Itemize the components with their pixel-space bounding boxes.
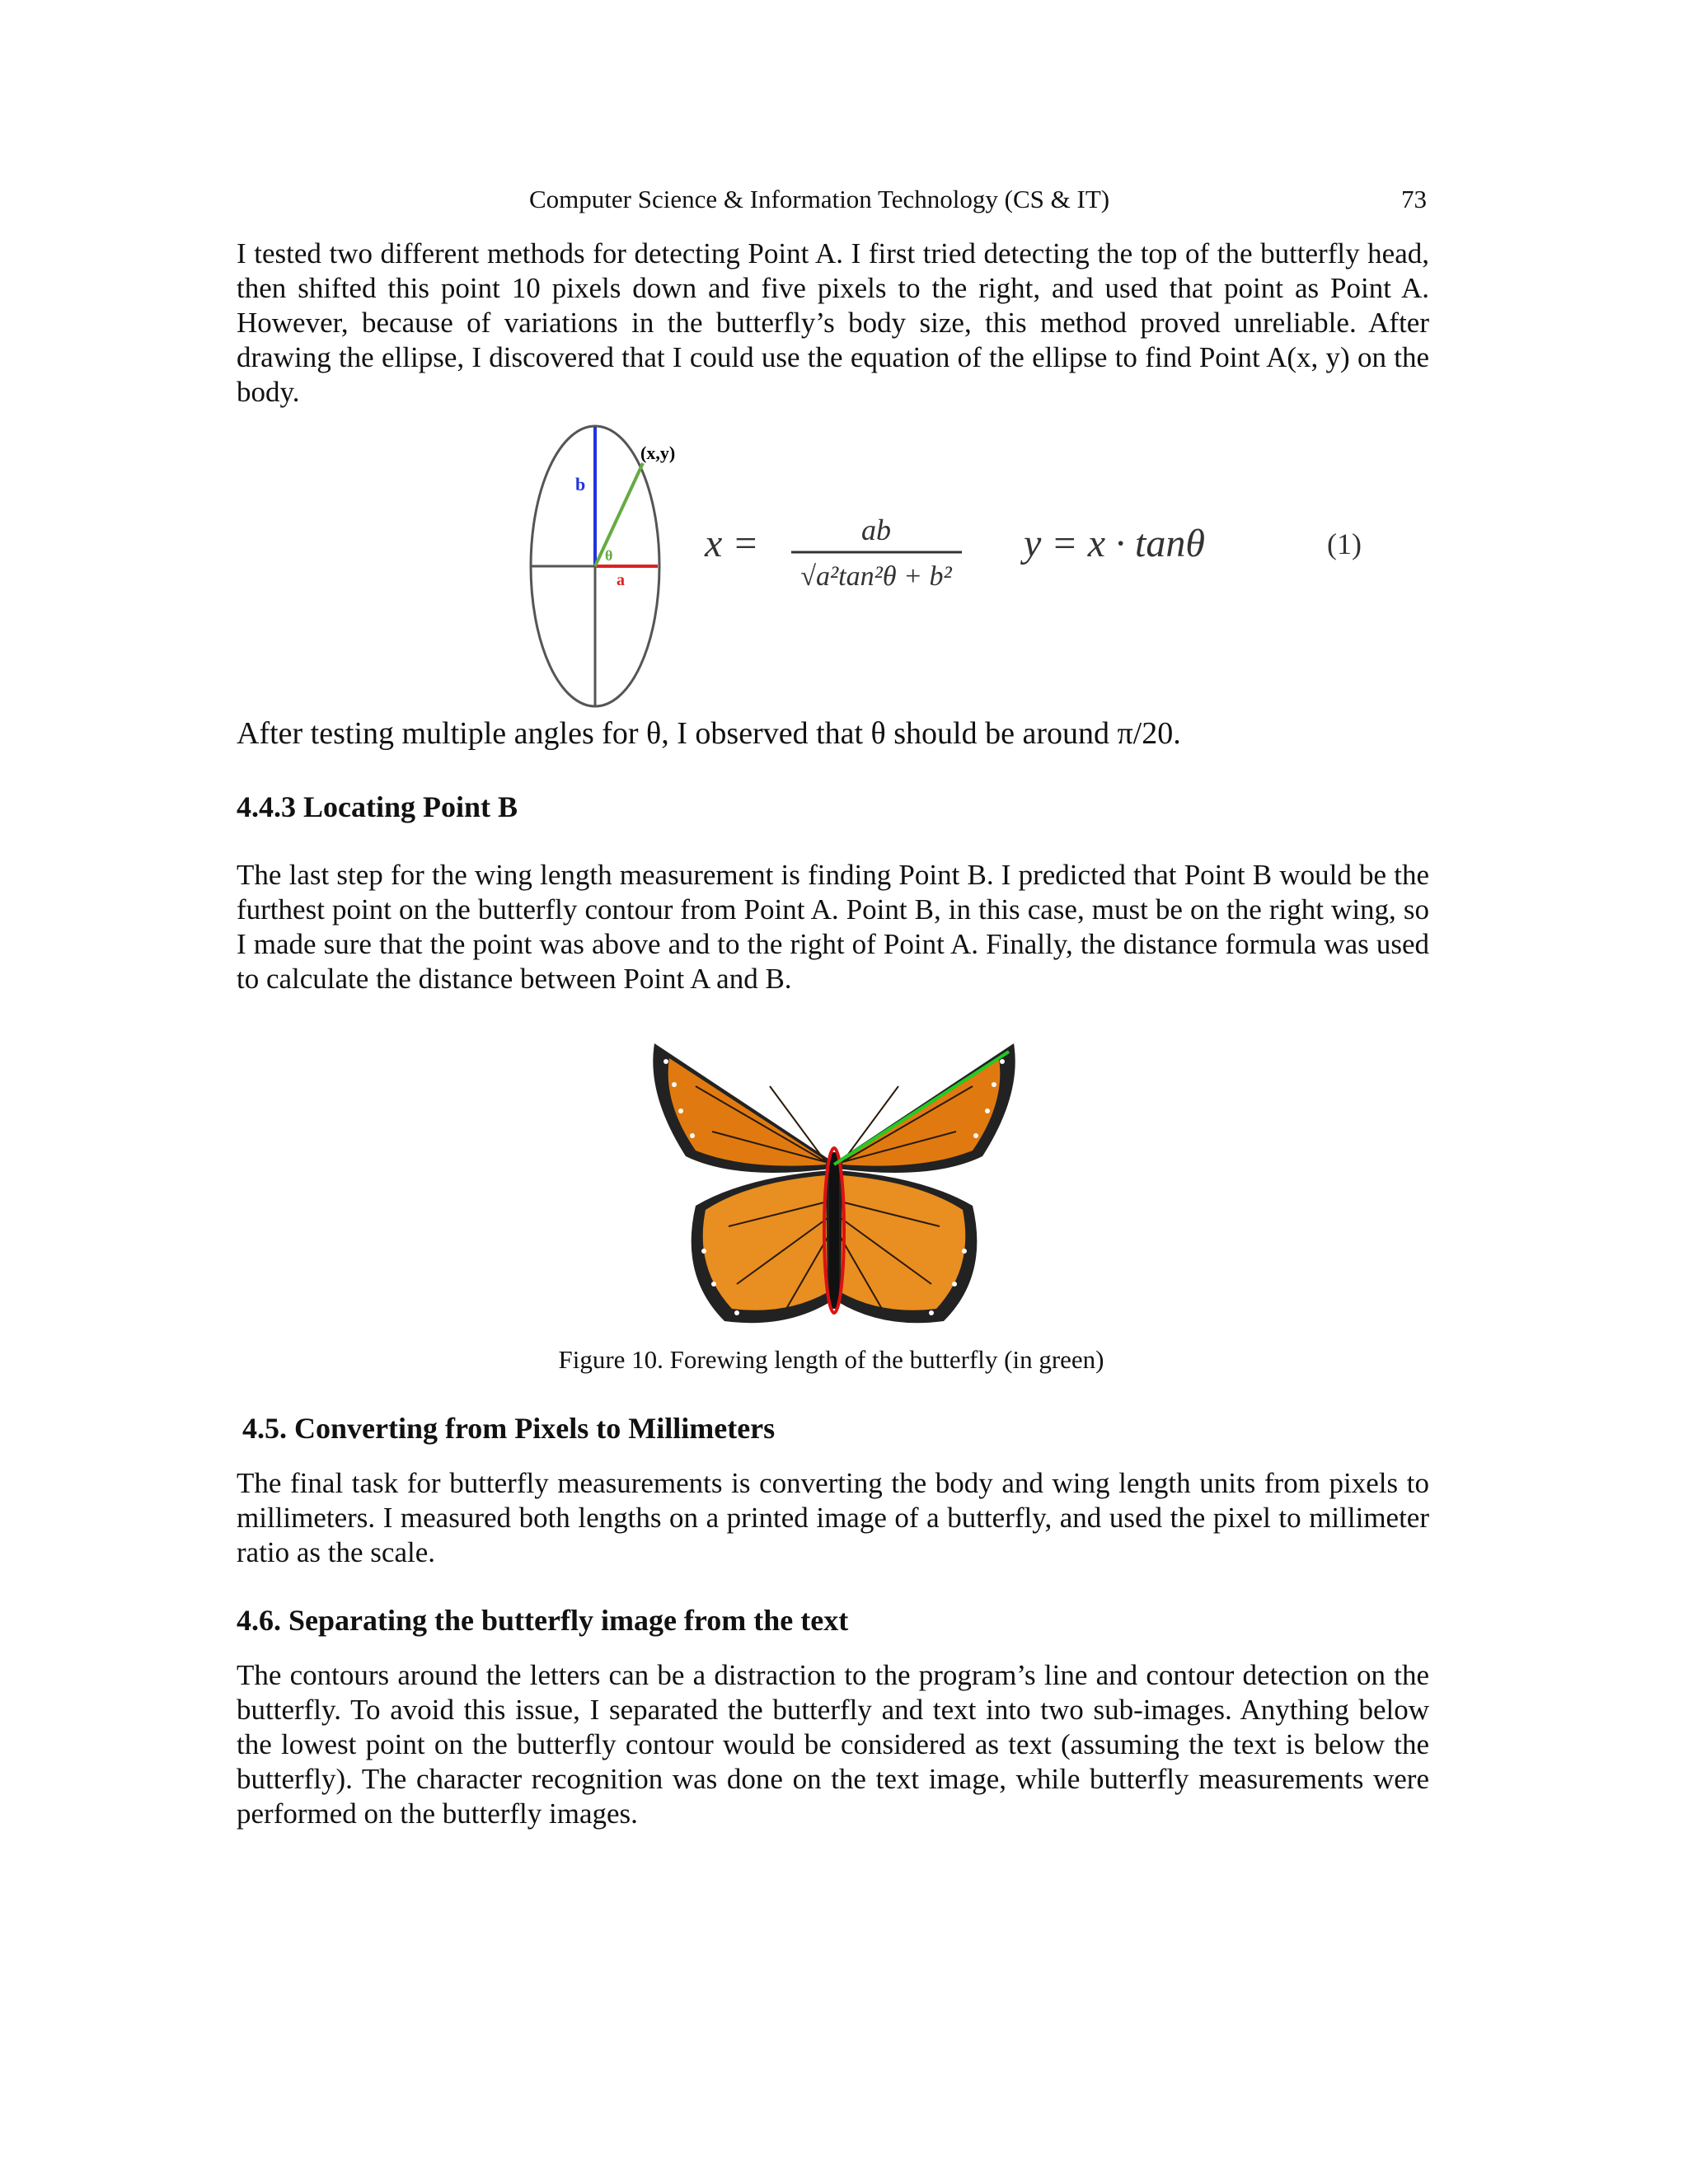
section-heading-4-5: 4.5. Converting from Pixels to Millimeters <box>242 1412 776 1445</box>
label-b: b <box>575 474 586 494</box>
equation-y: y = x · tanθ <box>1024 522 1205 565</box>
running-header: Computer Science & Information Technology (CS & IT) <box>529 185 1110 213</box>
section-heading-4-6: 4.6. Separating the butterfly image from the text <box>237 1604 849 1637</box>
radius-line <box>595 463 643 566</box>
label-theta: θ <box>605 547 613 564</box>
ellipse-equation-figure <box>519 420 1434 713</box>
equation-numerator: ab <box>861 513 891 546</box>
butterfly-body <box>829 1152 839 1309</box>
paragraph-point-a: I tested two different methods for detecting Point A. I first tried detecting the top of the butterfly head, then shifted this point 10 pixels down and five pixels to the right, and used that point as Point A. However, because of variations in the butterfly’s body size, this method proved unreliable. After drawing the ellipse, I discovered that I could use the equation of the ellipse to find Point A(x, y) on the body. <box>237 237 1429 408</box>
paragraph-point-b: The last step for the wing length measurement is finding Point B. I predicted that Point B would be the furthest point on the butterfly contour from Point A. Point B, in this case, must be on the right wing, so I made sure that the point was above and to the right of Point A. Finally, the distance formula was used to calculate the distance between Point A and B. <box>237 859 1429 995</box>
section-heading-4-4-3: 4.4.3 Locating Point B <box>237 790 518 823</box>
equation-x-lhs: x = <box>705 522 759 565</box>
butterfly-figure <box>646 1037 1022 1333</box>
paragraph-separating-image: The contours around the letters can be a distraction to the program’s line and contour detection on the butterfly. To avoid this issue, I separated the butterfly and text into two sub-images. Anything below the lowest point on the butterfly contour would be considered as text (assuming the text is below the butterfly). The character recognition was done on the text image, while butterfly measurements were performed on the butterfly images. <box>237 1659 1429 1830</box>
left-hindwing <box>692 1170 832 1323</box>
page-number: 73 <box>1401 185 1427 213</box>
label-point: (x,y) <box>640 443 676 463</box>
equation-number: (1) <box>1327 527 1362 560</box>
equation-denominator: √a²tan²θ + b² <box>800 561 952 592</box>
theta-observation: After testing multiple angles for θ, I observed that θ should be around π/20. <box>237 716 1181 751</box>
figure-10-caption: Figure 10. Forewing length of the butterfly (in green) <box>558 1345 1104 1374</box>
right-hindwing <box>836 1170 977 1323</box>
label-a: a <box>617 571 625 589</box>
left-forewing <box>653 1043 831 1173</box>
paragraph-pixels-to-mm: The final task for butterfly measurements is converting the body and wing length units from pixels to millimeters. I measured both lengths on a printed image of a butterfly, and used the pixel to millimeter ratio as the scale. <box>237 1467 1429 1568</box>
